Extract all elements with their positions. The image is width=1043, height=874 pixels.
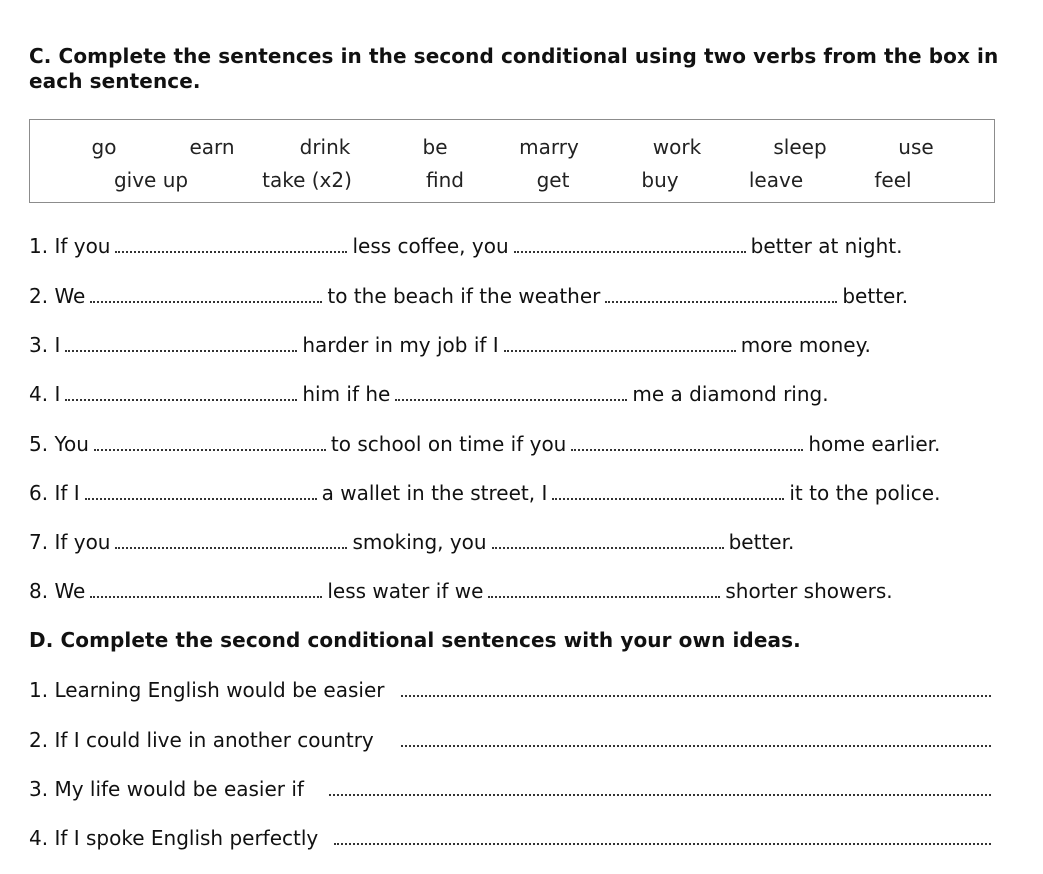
sentence-3-end: more money. [740, 333, 871, 357]
prompt-1: 1. Learning English would be easier [29, 678, 385, 702]
section-d-heading: D. Complete the second conditional sentences with your own ideas. [29, 628, 801, 652]
sentence-1-middle: less coffee, you [352, 234, 509, 258]
sentence-3-middle: harder in my job if I [302, 333, 499, 357]
sentence-7-end: better. [728, 530, 795, 554]
blank-8a[interactable] [90, 581, 322, 598]
prompt-2: 2. If I could live in another country [29, 728, 374, 752]
blank-6b[interactable] [552, 483, 784, 500]
sentence-5-start: 5. You [29, 432, 89, 456]
sentence-2-end: better. [842, 284, 909, 308]
blank-5a[interactable] [94, 434, 326, 451]
answer-line-2[interactable] [401, 745, 991, 747]
sentence-1-end: better at night. [750, 234, 903, 258]
word-find: find [426, 168, 464, 192]
sentence-1-start: 1. If you [29, 234, 111, 258]
verb-word-box [29, 119, 995, 203]
sentence-7 [29, 530, 794, 554]
prompt-4: 4. If I spoke English perfectly [29, 826, 319, 850]
blank-1a[interactable] [115, 236, 347, 253]
sentence-5 [29, 432, 940, 456]
sentence-2-middle: to the beach if the weather [327, 284, 601, 308]
word-work: work [652, 135, 702, 159]
sentence-4-start: 4. I [29, 382, 61, 406]
word-feel: feel [874, 168, 912, 192]
sentence-5-middle: to school on time if you [330, 432, 567, 456]
word-earn: earn [189, 135, 235, 159]
word-buy: buy [641, 168, 679, 192]
word-get: get [536, 168, 570, 192]
word-be: be [422, 135, 448, 159]
word-marry: marry [519, 135, 579, 159]
sentence-2 [29, 284, 908, 308]
sentence-6 [29, 481, 940, 505]
blank-6a[interactable] [85, 483, 317, 500]
sentence-6-end: it to the police. [789, 481, 941, 505]
sentence-7-middle: smoking, you [352, 530, 487, 554]
sentence-8-middle: less water if we [327, 579, 484, 603]
sentence-8-start: 8. We [29, 579, 86, 603]
prompt-3: 3. My life would be easier if [29, 777, 304, 801]
word-sleep: sleep [773, 135, 827, 159]
blank-2a[interactable] [90, 286, 322, 303]
blank-2b[interactable] [605, 286, 837, 303]
sentence-3 [29, 333, 871, 357]
answer-line-3[interactable] [329, 794, 991, 796]
blank-3a[interactable] [65, 335, 297, 352]
sentence-6-middle: a wallet in the street, I [321, 481, 548, 505]
answer-line-4[interactable] [334, 843, 991, 845]
sentence-7-start: 7. If you [29, 530, 111, 554]
blank-5b[interactable] [571, 434, 803, 451]
sentence-2-start: 2. We [29, 284, 86, 308]
answer-line-1[interactable] [401, 695, 991, 697]
word-go: go [91, 135, 117, 159]
word-give-up: give up [113, 168, 189, 192]
blank-7a[interactable] [115, 532, 347, 549]
section-c-heading: C. Complete the sentences in the second conditional using two verbs from the box in each sentence. [29, 44, 999, 93]
sentence-3-start: 3. I [29, 333, 61, 357]
word-take-x2: take (x2) [262, 168, 352, 192]
blank-3b[interactable] [504, 335, 736, 352]
word-leave: leave [748, 168, 804, 192]
sentence-4 [29, 382, 829, 406]
blank-4a[interactable] [65, 384, 297, 401]
blank-7b[interactable] [492, 532, 724, 549]
blank-1b[interactable] [514, 236, 746, 253]
sentence-4-end: me a diamond ring. [632, 382, 829, 406]
sentence-5-end: home earlier. [808, 432, 941, 456]
blank-8b[interactable] [488, 581, 720, 598]
sentence-6-start: 6. If I [29, 481, 80, 505]
blank-4b[interactable] [395, 384, 627, 401]
sentence-1 [29, 234, 902, 258]
sentence-8 [29, 579, 893, 603]
sentence-8-end: shorter showers. [725, 579, 893, 603]
sentence-4-middle: him if he [302, 382, 391, 406]
word-drink: drink [299, 135, 351, 159]
word-use: use [898, 135, 934, 159]
